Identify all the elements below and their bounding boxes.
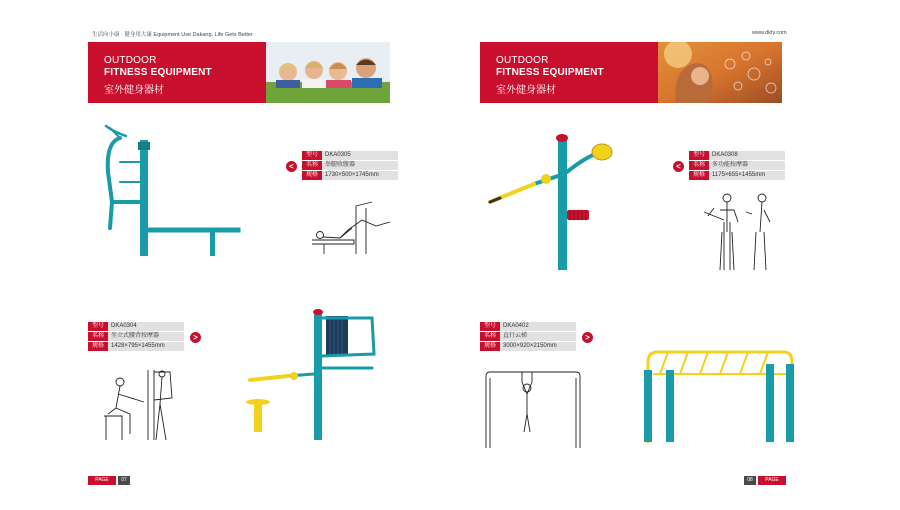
dka0402-equipment-image xyxy=(636,344,796,444)
dka0308-equipment-image xyxy=(488,132,638,272)
dka0304-equipment-image xyxy=(244,308,384,443)
dka0402-spec-table xyxy=(480,322,576,352)
spec-size: 1428×795×1455mm xyxy=(108,342,184,352)
banner-title-outdoor: OUTDOOR xyxy=(104,55,157,66)
left-page-number: 07 xyxy=(118,476,130,485)
dka0304-spec-table xyxy=(88,322,184,352)
spec-model: DKA0402 xyxy=(500,322,576,332)
left-banner xyxy=(88,42,390,103)
banner-title-fitness: FITNESS EQUIPMENT xyxy=(496,67,604,78)
spec-label-name: 名称 xyxy=(689,161,709,171)
dka0308-usage-sketch xyxy=(694,192,784,272)
spec-label-model: 型号 xyxy=(302,151,322,161)
dka0308-spec-table xyxy=(689,151,785,181)
spec-model: DKA0304 xyxy=(108,322,184,332)
spec-label-model: 型号 xyxy=(480,322,500,332)
spec-size: 3000×920×2150mm xyxy=(500,342,576,352)
banner-title-chinese: 室外健身器材 xyxy=(496,85,556,96)
spec-model: DKA0305 xyxy=(322,151,398,161)
spec-label-size: 规格 xyxy=(480,342,500,352)
header-tagline: 生活向小康 · 健身用大康 Equipment Use Dakang, Life Gets Better xyxy=(92,32,253,38)
dka0305-spec-table xyxy=(302,151,398,181)
dka0304-usage-sketch xyxy=(100,368,180,443)
spec-label-model: 型号 xyxy=(88,322,108,332)
spec-size: 1730×500×1745mm xyxy=(322,171,398,181)
spec-label-size: 规格 xyxy=(302,171,322,181)
banner-title-chinese: 室外健身器材 xyxy=(104,85,164,96)
right-page-number: 08 xyxy=(744,476,756,485)
banner-title-outdoor: OUTDOOR xyxy=(496,55,549,66)
spec-name: 坐立式腰背按摩器 xyxy=(108,332,184,342)
family-photo xyxy=(266,42,390,103)
spec-label-name: 名称 xyxy=(88,332,108,342)
right-page-label: PAGE xyxy=(758,476,786,485)
spec-label-size: 规格 xyxy=(88,342,108,352)
left-page-label: PAGE xyxy=(88,476,116,485)
dka0402-usage-sketch xyxy=(484,370,584,450)
dka0402-next-arrow[interactable]: > xyxy=(582,332,593,343)
spec-label-model: 型号 xyxy=(689,151,709,161)
spec-label-size: 规格 xyxy=(689,171,709,181)
spec-size: 1175×655×1455mm xyxy=(709,171,785,181)
spec-label-name: 名称 xyxy=(480,332,500,342)
right-banner xyxy=(480,42,782,103)
spec-name: 多功能按摩器 xyxy=(709,161,785,171)
spec-model: DKA0308 xyxy=(709,151,785,161)
spec-name: 举腿收腹器 xyxy=(322,161,398,171)
dka0305-equipment-image xyxy=(100,122,250,262)
girl-bubbles-photo xyxy=(658,42,782,103)
spec-label-name: 名称 xyxy=(302,161,322,171)
dka0305-usage-sketch xyxy=(310,200,400,255)
header-url[interactable]: www.dkty.com xyxy=(752,30,787,36)
dka0304-next-arrow[interactable]: > xyxy=(190,332,201,343)
spec-name: 直行云梯 xyxy=(500,332,576,342)
dka0308-prev-arrow[interactable]: < xyxy=(673,161,684,172)
dka0305-prev-arrow[interactable]: < xyxy=(286,161,297,172)
banner-title-fitness: FITNESS EQUIPMENT xyxy=(104,67,212,78)
